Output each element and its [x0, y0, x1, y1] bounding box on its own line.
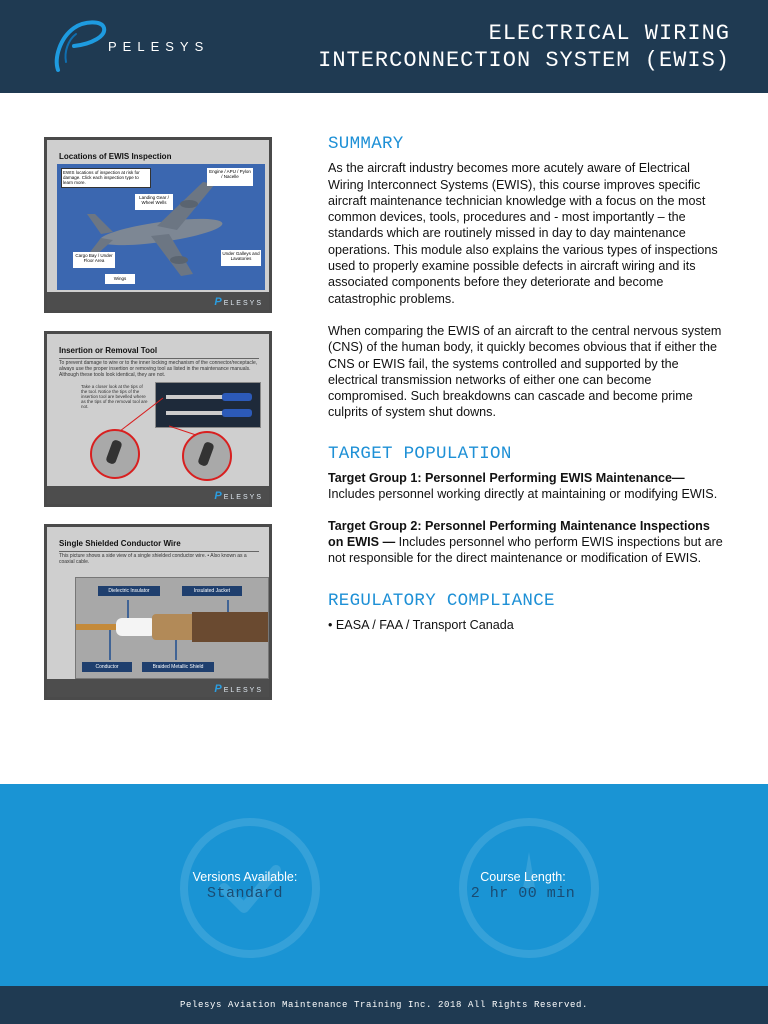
thumb-text: This picture shows a side view of a single shielded conductor wire. • Also known as a coaxial cable. — [59, 553, 247, 565]
callout-intro: EWIS locations of inspection at risk for damage. Click each inspection type to learn more. — [61, 168, 151, 188]
label-dielectric: Dielectric Insulator — [98, 586, 160, 596]
copyright-text: Pelesys Aviation Maintenance Training Inc. 2018 All Rights Reserved. — [179, 1000, 589, 1010]
thumb-footer-bar — [47, 486, 269, 504]
callout-landing-gear[interactable]: Landing Gear / Wheel Wells — [135, 194, 173, 210]
thumb-title: Insertion or Removal Tool — [59, 346, 158, 355]
wire-photo — [75, 577, 269, 679]
page-title — [318, 20, 730, 74]
target-group-1-text: Includes personnel working directly at maintaining or modifying EWIS. — [328, 487, 718, 502]
thumb-callout: Take a closer look at the tips of the tool. Notice the tips of the insertion tool are bevelled where as the tips of the removal tool are not. — [81, 384, 148, 409]
summary-paragraph-2: When comparing the EWIS of an aircraft to the central nervous system (CNS) of the human body, it quickly becomes obvious that if either the CNS or EWIS fail, the systems controlled and supported by the electrical transmission networks of either one can become compromised. Such breakdowns can cascade and become prime culprits of system shut downs. — [328, 323, 722, 420]
thumbnail-insertion-tool — [44, 331, 272, 507]
callout-wings[interactable]: Wings — [105, 274, 135, 284]
course-length-info — [423, 870, 623, 902]
thumb-text: To prevent damage to wire or to the inner locking mechanism of the connector/receptacle, always use the proper insertion or removing tool as listed in the maintenance manuals. Although these tools look identical, they are not. — [59, 360, 258, 378]
target-group-1-title: Target Group 1: Personnel Performing EWIS Maintenance— — [328, 471, 685, 486]
thumb-footer-bar — [47, 679, 269, 697]
header-bar — [0, 0, 768, 93]
title-line-1: ELECTRICAL WIRING — [488, 21, 730, 46]
title-line-2: INTERCONNECTION SYSTEM (EWIS) — [318, 48, 730, 73]
logo-swoosh-icon — [44, 18, 114, 74]
thumb-title: Single Shielded Conductor Wire — [59, 539, 181, 548]
label-shield: Braided Metallic Shield — [142, 662, 214, 672]
target-group-2 — [328, 518, 728, 567]
thumb-footer-bar — [47, 292, 269, 310]
target-group-2-title: Target Group 2: Personnel Performing Maintenance Inspections on EWIS — — [328, 518, 710, 549]
main-content — [328, 136, 728, 633]
course-info-band — [0, 784, 768, 986]
versions-info — [145, 870, 345, 902]
label-jacket: Insulated Jacket — [182, 586, 242, 596]
logo-text: PELESYS — [108, 39, 210, 54]
magnify-callouts — [47, 334, 269, 492]
footer-bar — [0, 986, 768, 1024]
course-length-label: Course Length: — [480, 870, 566, 884]
aircraft-panel — [57, 164, 265, 290]
thumb-divider — [59, 551, 259, 552]
regulatory-item: • EASA / FAA / Transport Canada — [328, 617, 514, 632]
pelesys-logo — [44, 18, 214, 74]
versions-label: Versions Available: — [192, 870, 298, 884]
callout-galleys[interactable]: Under Galleys and Lavatories — [221, 250, 261, 266]
regulatory-heading: REGULATORY COMPLIANCE — [328, 590, 555, 611]
thumb-logo: PELESYS — [214, 490, 263, 502]
callout-engine[interactable]: Engine / APU / Pylon / Nacelle — [207, 168, 253, 186]
course-length-value: 2 hr 00 min — [470, 885, 576, 902]
summary-paragraph-1: As the aircraft industry becomes more acutely aware of Electrical Wiring Interconnect Systems (EWIS), this course improves specific aircraft maintenance technician knowledge with a focus on the most common devices, tools, procedures and - most importantly – the standards which are routinely missed in day to day maintenance operations. This module also explains the various types of inspections used to properly examine possible defects in aircraft wiring and its associated components before they deteriorate and become catastrophic problems. — [328, 161, 718, 306]
target-group-1 — [328, 470, 728, 503]
thumbnail-shielded-wire — [44, 524, 272, 700]
target-heading: TARGET POPULATION — [328, 443, 512, 464]
thumbnail-ewis-locations — [44, 137, 272, 313]
label-conductor: Conductor — [82, 662, 132, 672]
versions-value: Standard — [206, 885, 283, 902]
thumb-logo: PELESYS — [214, 296, 263, 308]
target-group-2-text: Includes personnel who perform EWIS inspections but are not responsible for the direct maintenance or modification of EWIS. — [328, 534, 723, 566]
thumb-logo: PELESYS — [214, 683, 263, 695]
callout-cargo-bay[interactable]: Cargo Bay / Under Floor Area — [73, 252, 115, 268]
thumb-title: Locations of EWIS Inspection — [59, 152, 172, 161]
summary-heading: SUMMARY — [328, 134, 404, 154]
